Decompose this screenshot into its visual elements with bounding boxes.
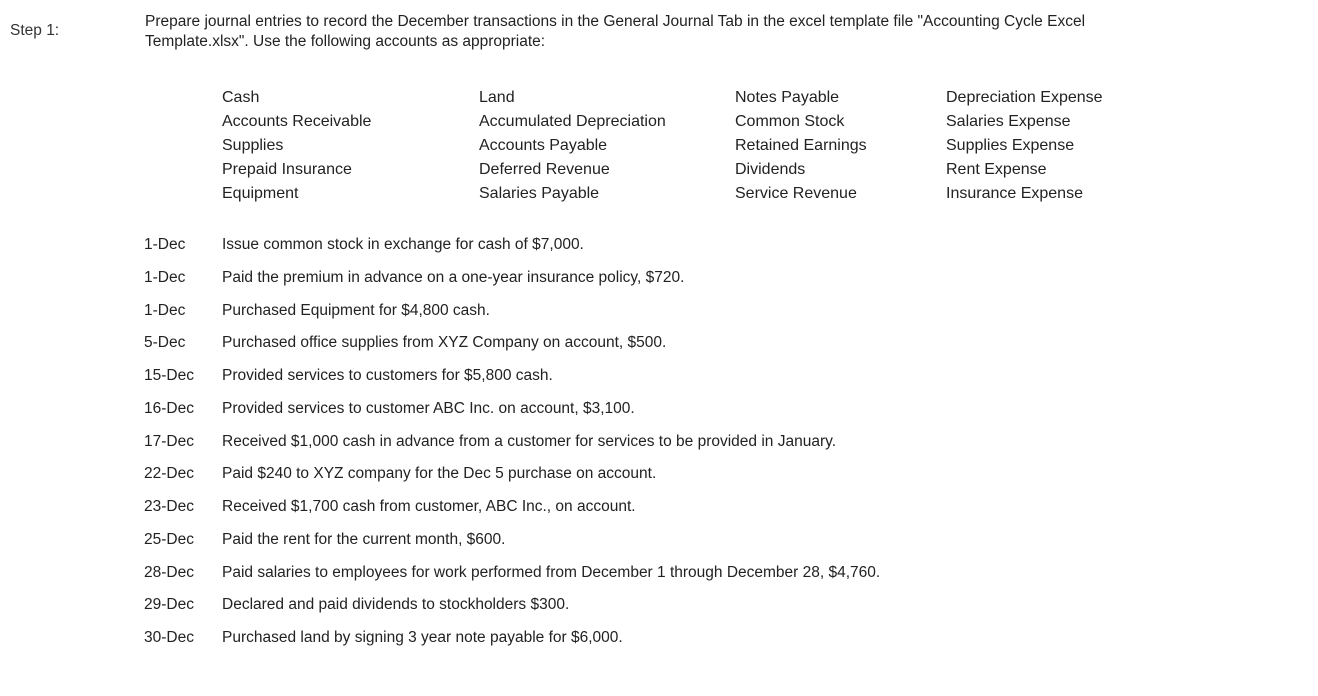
account-name: Cash xyxy=(222,89,260,106)
account-name: Accumulated Depreciation xyxy=(479,113,666,130)
transaction-date: 29-Dec xyxy=(144,596,194,614)
step-label: Step 1: xyxy=(10,22,60,39)
account-name: Land xyxy=(479,89,515,106)
transaction-date: 1-Dec xyxy=(144,268,186,286)
account-name: Accounts Payable xyxy=(479,137,608,154)
account-name: Equipment xyxy=(222,185,299,202)
transaction-description: Provided services to customer ABC Inc. on account, $3,100. xyxy=(222,399,635,417)
transaction-date: 28-Dec xyxy=(144,563,194,581)
account-name: Supplies xyxy=(222,137,284,154)
transaction-description: Issue common stock in exchange for cash of $7,000. xyxy=(222,236,584,253)
transaction-description: Provided services to customers for $5,800 cash. xyxy=(222,367,553,384)
transaction-description: Purchased land by signing 3 year note payable for $6,000. xyxy=(222,629,623,646)
transaction-date: 15-Dec xyxy=(144,367,194,384)
accounts-column-1 xyxy=(222,89,371,209)
transaction-description: Paid $240 to XYZ company for the Dec 5 purchase on account. xyxy=(222,465,657,483)
transaction-date: 30-Dec xyxy=(144,629,194,646)
transaction-description: Received $1,700 cash from customer, ABC Inc., on account. xyxy=(222,498,636,515)
transaction-row xyxy=(0,236,1318,269)
account-name: Supplies Expense xyxy=(946,137,1075,154)
transaction-date: 1-Dec xyxy=(144,236,186,253)
account-name: Salaries Payable xyxy=(479,185,600,202)
transaction-date: 1-Dec xyxy=(144,301,186,319)
transaction-row xyxy=(0,269,1318,302)
transaction-description: Paid the rent for the current month, $600. xyxy=(222,530,506,548)
transaction-description: Purchased Equipment for $4,800 cash. xyxy=(222,301,490,319)
accounts-column-4 xyxy=(946,89,1103,209)
transaction-row xyxy=(0,498,1318,531)
transaction-date: 22-Dec xyxy=(144,465,194,483)
transaction-description: Paid salaries to employees for work performed from December 1 through December 28, $4,760. xyxy=(222,563,881,581)
account-name: Common Stock xyxy=(735,113,845,130)
transaction-date: 17-Dec xyxy=(144,432,194,450)
account-name: Retained Earnings xyxy=(735,137,867,154)
instructions-paragraph xyxy=(145,12,1145,52)
account-name: Service Revenue xyxy=(735,185,857,202)
transaction-date: 5-Dec xyxy=(144,334,186,352)
transaction-row xyxy=(0,465,1318,498)
transaction-row xyxy=(0,629,1318,662)
account-name: Salaries Expense xyxy=(946,113,1071,130)
transaction-description: Received $1,000 cash in advance from a customer for services to be provided in January. xyxy=(222,432,837,450)
instructions-line-1: Prepare journal entries to record the December transactions in the General Journal Tab in the excel template file "Accounting Cycle Excel xyxy=(145,13,1086,30)
transaction-date: 16-Dec xyxy=(144,399,194,417)
transaction-date: 23-Dec xyxy=(144,498,194,515)
account-name: Accounts Receivable xyxy=(222,113,372,130)
transaction-row xyxy=(0,302,1318,335)
transaction-row xyxy=(0,564,1318,597)
transaction-description: Paid the premium in advance on a one-year insurance policy, $720. xyxy=(222,268,685,286)
transaction-date: 25-Dec xyxy=(144,530,194,548)
account-name: Notes Payable xyxy=(735,89,840,106)
accounts-column-2 xyxy=(479,89,666,209)
transaction-row xyxy=(0,334,1318,367)
transaction-row xyxy=(0,596,1318,629)
account-name: Rent Expense xyxy=(946,161,1047,178)
transaction-description: Declared and paid dividends to stockholders $300. xyxy=(222,596,570,614)
transaction-row xyxy=(0,367,1318,400)
accounts-list xyxy=(0,89,1318,214)
account-name: Prepaid Insurance xyxy=(222,161,352,178)
account-name: Deferred Revenue xyxy=(479,161,610,178)
account-name: Insurance Expense xyxy=(946,185,1083,202)
transaction-row xyxy=(0,400,1318,433)
transaction-row xyxy=(0,433,1318,466)
accounts-column-3 xyxy=(735,89,867,209)
instructions-line-2: Template.xlsx". Use the following accounts as appropriate: xyxy=(145,33,546,50)
transaction-row xyxy=(0,531,1318,564)
transactions-list xyxy=(0,236,1318,662)
transaction-description: Purchased office supplies from XYZ Company on account, $500. xyxy=(222,334,667,352)
account-name: Depreciation Expense xyxy=(946,89,1103,106)
account-name: Dividends xyxy=(735,161,806,178)
